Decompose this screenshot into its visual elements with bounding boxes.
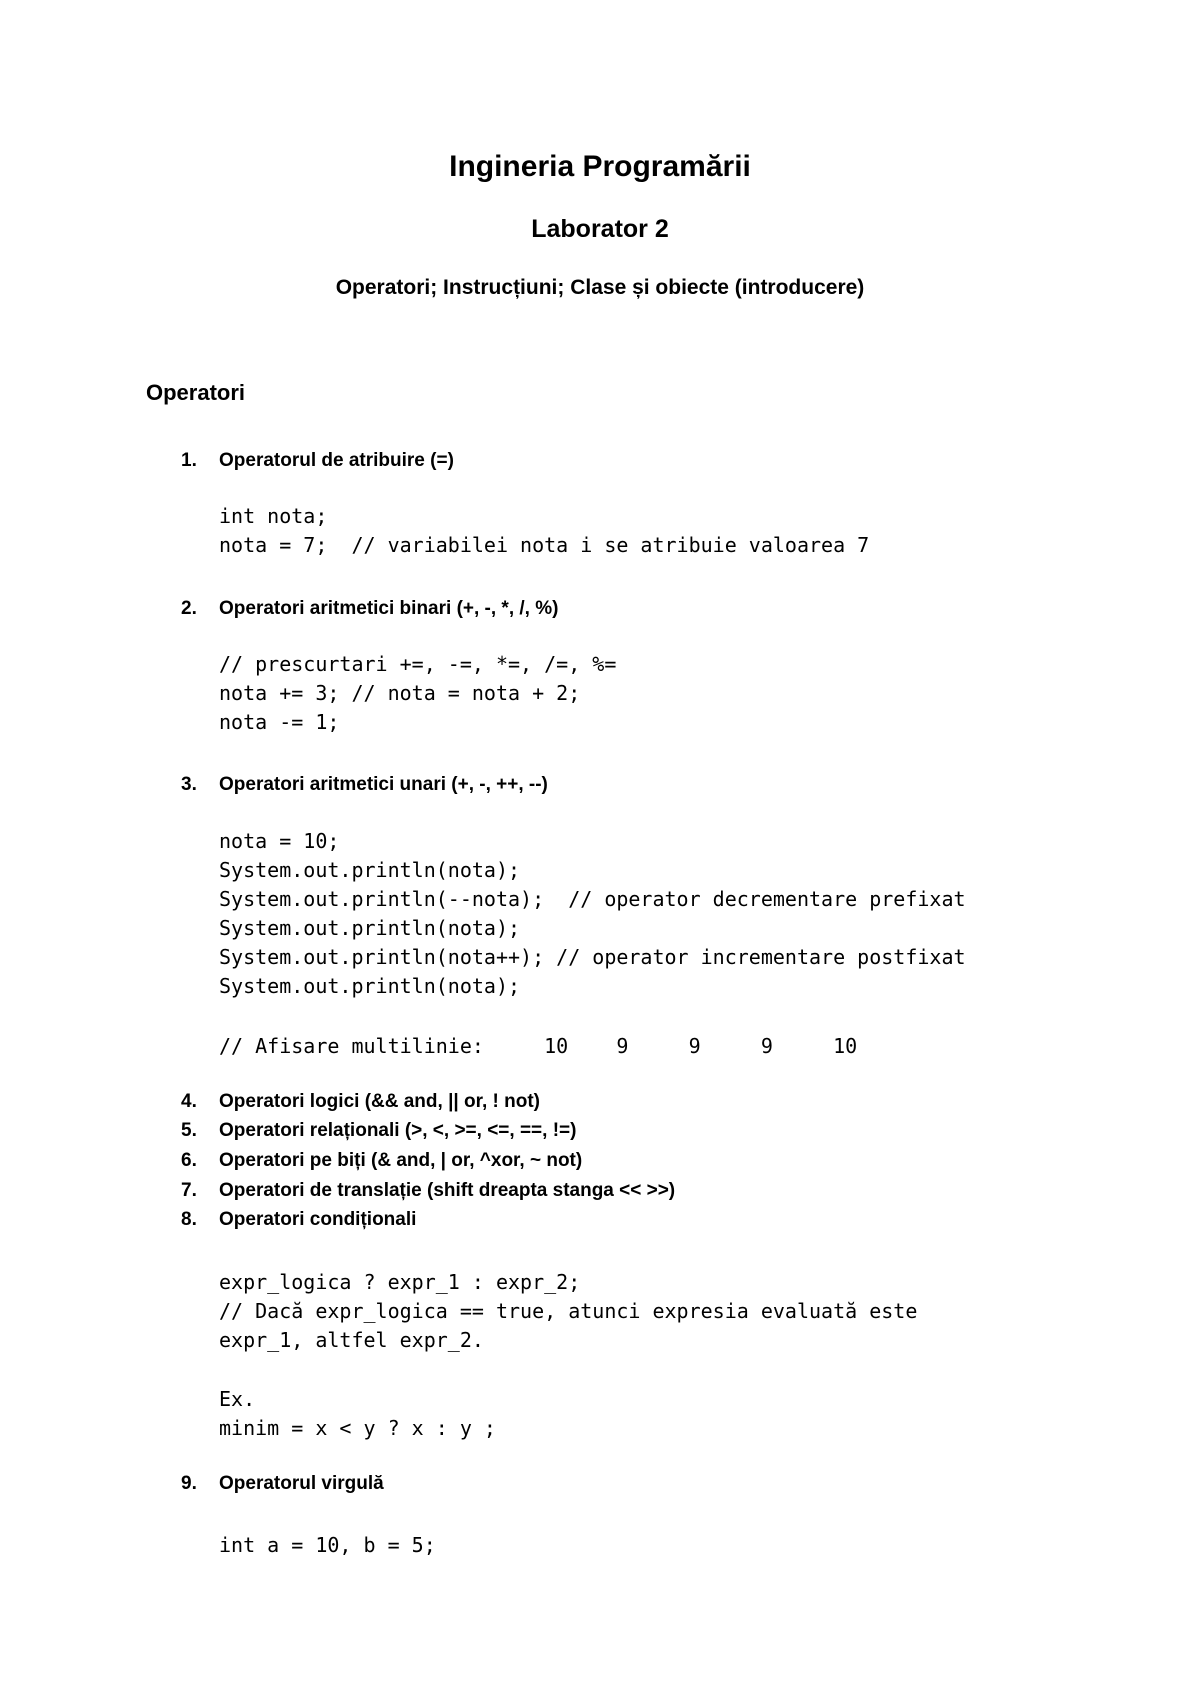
code-block-3: nota = 10; System.out.println(nota); System.out.println(--nota); // operator decrementare prefixat System.out.println(nota); System.out.println(nota++); // operator incrementare postfixat System.out.println(nota); — [219, 829, 966, 998]
list-item-8 — [181, 1209, 416, 1231]
code-block-1: int nota; nota = 7; // variabilei nota i se atribuie valoarea 7 — [219, 504, 870, 557]
document-subtitle: Laborator 2 — [531, 215, 669, 243]
list-item-label: Operatorul virgulă — [219, 1473, 384, 1494]
list-item-number: 9. — [181, 1473, 197, 1494]
code-block-example: Ex. minim = x < y ? x : y ; — [219, 1387, 496, 1440]
list-item-number: 3. — [181, 774, 197, 795]
code-block-2: // prescurtari +=, -=, *=, /=, %= nota += 3; // nota = nota + 2; nota -= 1; — [219, 652, 617, 734]
list-item-1 — [181, 450, 454, 472]
list-item-number: 7. — [181, 1180, 197, 1201]
list-item-number: 4. — [181, 1091, 197, 1112]
list-item-3 — [181, 774, 548, 796]
section-heading-operatori: Operatori — [146, 380, 246, 405]
document-title: Ingineria Programării — [449, 150, 751, 183]
code-block-conditional: expr_logica ? expr_1 : expr_2; // Dacă expr_logica == true, atunci expresia evaluată este expr_1, altfel expr_2. — [219, 1270, 918, 1352]
list-item-9 — [181, 1473, 384, 1495]
list-item-label: Operatori relaționali (>, <, >=, <=, ==, !=) — [219, 1120, 577, 1141]
list-item-2 — [181, 598, 558, 620]
list-item-label: Operatorul de atribuire (=) — [219, 450, 454, 471]
list-item-7 — [181, 1180, 675, 1202]
list-item-label: Operatori condiționali — [219, 1209, 417, 1230]
list-item-number: 6. — [181, 1150, 197, 1171]
list-item-4 — [181, 1091, 540, 1113]
code-block-output: // Afisare multilinie: 10 9 9 9 10 — [219, 1034, 858, 1058]
list-item-5 — [181, 1120, 576, 1142]
list-item-label: Operatori aritmetici binari (+, -, *, /, %) — [219, 598, 559, 619]
list-item-label: Operatori aritmetici unari (+, -, ++, --) — [219, 774, 548, 795]
list-item-label: Operatori de translație (shift dreapta stanga << >>) — [219, 1180, 676, 1201]
list-item-number: 5. — [181, 1120, 197, 1141]
list-item-number: 8. — [181, 1209, 197, 1230]
list-item-label: Operatori pe biți (& and, | or, ^xor, ~ not) — [219, 1150, 583, 1171]
list-item-label: Operatori logici (&& and, || or, ! not) — [219, 1091, 540, 1112]
code-block-comma: int a = 10, b = 5; — [219, 1533, 436, 1557]
list-item-number: 2. — [181, 598, 197, 619]
document-topic: Operatori; Instrucțiuni; Clase și obiecte (introducere) — [335, 276, 865, 299]
list-item-6 — [181, 1150, 582, 1172]
list-item-number: 1. — [181, 450, 197, 471]
